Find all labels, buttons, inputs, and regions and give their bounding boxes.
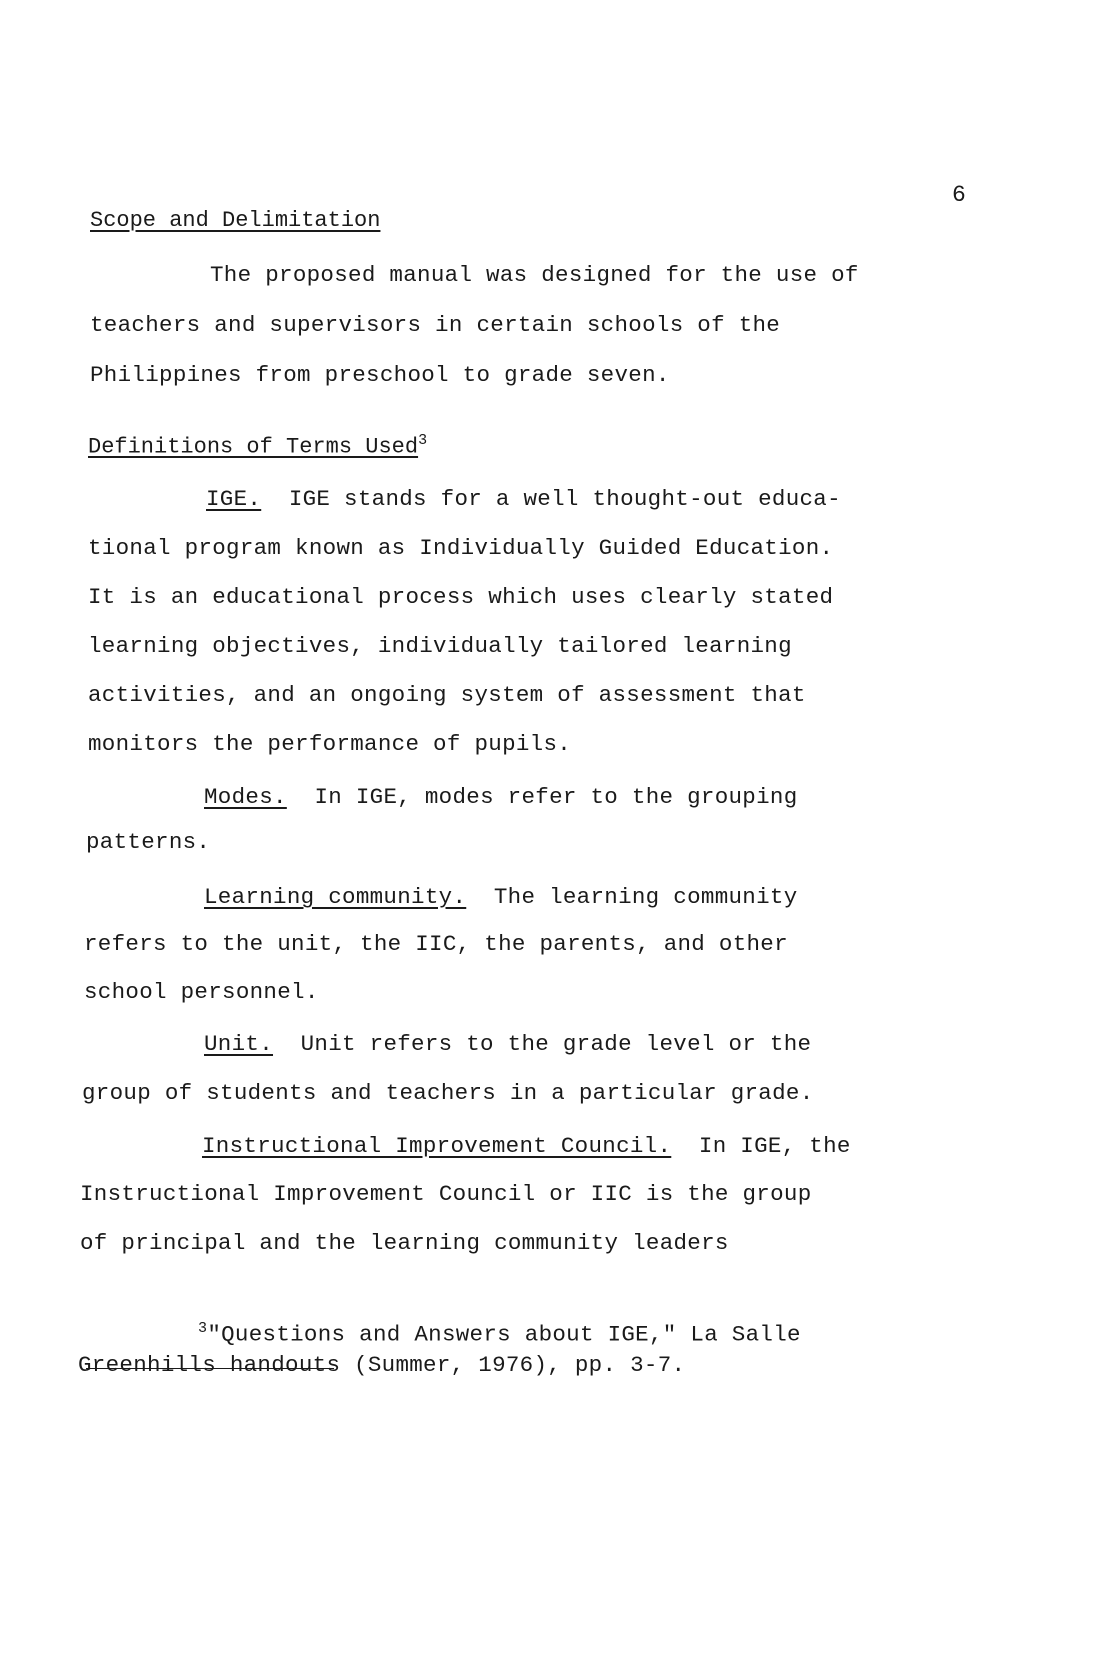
definition-text: Unit refers to the grade level or the: [300, 1031, 812, 1057]
definition-text: IGE stands for a well thought-out educa-: [288, 486, 841, 512]
body-line: The proposed manual was designed for the use of: [210, 262, 859, 288]
body-line: teachers and supervisors in certain schools of the: [90, 312, 781, 338]
body-line: Instructional Improvement Council or IIC is the group: [80, 1181, 812, 1207]
body-line: patterns.: [86, 829, 211, 855]
body-line: activities, and an ongoing system of assessment that: [88, 682, 806, 708]
section-heading-definitions: [88, 432, 427, 459]
term-learning-community: Learning community.: [204, 884, 467, 910]
definition-iic-first-line: [202, 1133, 851, 1159]
page-number: 6: [952, 182, 966, 208]
body-line: It is an educational process which uses clearly stated: [88, 584, 834, 610]
body-line: group of students and teachers in a particular grade.: [82, 1080, 814, 1106]
body-line: school personnel.: [84, 979, 319, 1005]
footnote-text: "Questions and Answers about IGE," La Salle: [207, 1321, 801, 1348]
term-unit: Unit.: [204, 1031, 274, 1057]
definition-modes-first-line: [204, 784, 798, 810]
body-line: monitors the performance of pupils.: [88, 731, 572, 757]
definition-text: In IGE, the: [698, 1133, 851, 1159]
body-line: tional program known as Individually Guided Education.: [88, 535, 834, 561]
definitions-footnote-mark: 3: [418, 432, 428, 449]
definition-text: In IGE, modes refer to the grouping: [314, 784, 798, 810]
definition-learning-community-first-line: [204, 884, 798, 910]
body-line: Philippines from preschool to grade seven.: [90, 362, 670, 388]
term-modes: Modes.: [204, 784, 287, 810]
definition-text: The learning community: [493, 884, 798, 910]
section-heading-scope: Scope and Delimitation: [90, 208, 381, 233]
footnote-first-line: [198, 1320, 801, 1348]
term-ige: IGE.: [206, 486, 262, 512]
body-line: refers to the unit, the IIC, the parents, and other: [84, 931, 788, 957]
definition-unit-first-line: [204, 1031, 811, 1057]
term-iic: Instructional Improvement Council.: [202, 1133, 672, 1159]
body-line: of principal and the learning community leaders: [80, 1230, 729, 1256]
definition-ige-first-line: [206, 486, 841, 512]
footnote-second-line: Greenhills handouts (Summer, 1976), pp. 3-7.: [78, 1352, 686, 1378]
definitions-heading-text: Definitions of Terms Used: [88, 434, 419, 460]
footnote-mark: 3: [198, 1320, 208, 1337]
body-line: learning objectives, individually tailored learning: [88, 633, 792, 659]
